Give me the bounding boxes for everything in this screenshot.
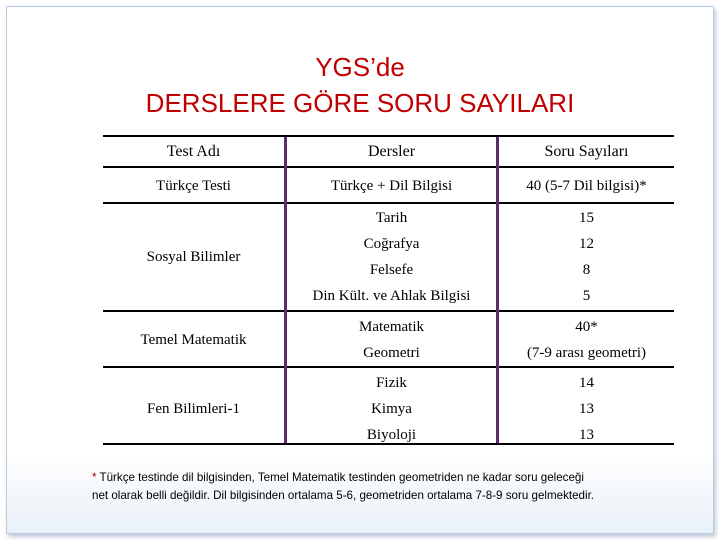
table-row-count: 13 [579, 401, 594, 417]
row-divider [103, 202, 674, 204]
table-row-test-name: Fen Bilimleri-1 [147, 401, 240, 417]
table-row-count: 12 [579, 236, 594, 252]
table-row-subject: Biyoloji [366, 427, 417, 443]
table-row-count: 8 [582, 262, 591, 278]
footnote-text-1: Türkçe testinde dil bilgisinden, Temel Matematik testinden geometriden ne kadar soru geleceği [99, 471, 584, 484]
table-row-count: 14 [579, 375, 594, 391]
table-row-count: 15 [579, 210, 594, 226]
header-row-divider [103, 166, 674, 168]
table-row-subject: Coğrafya [363, 236, 420, 252]
table-row-count: 5 [582, 288, 591, 304]
table-row-count: (7-9 arası geometri) [526, 345, 647, 361]
footnote-marker: * [92, 471, 97, 484]
table-row-subject: Türkçe + Dil Bilgisi [330, 178, 453, 194]
question-count-table [103, 135, 674, 445]
footnote-line-2: net olarak belli değildir. Dil bilgisinden ortalama 5-6, geometriden ortalama 7-8-9 soru gelmektedir. [92, 489, 595, 502]
header-question-counts: Soru Sayıları [544, 143, 629, 160]
row-divider [103, 366, 674, 368]
table-row-subject: Kimya [371, 401, 412, 417]
table-row-subject: Matematik [359, 319, 424, 335]
slide-title-line-2: DERSLERE GÖRE SORU SAYILARI [145, 88, 575, 118]
footnote-line-1 [92, 469, 692, 487]
table-row-count: 13 [579, 427, 594, 443]
table-row-test-name: Temel Matematik [140, 332, 247, 348]
table-row-test-name: Sosyal Bilimler [146, 249, 241, 265]
table-row-count: 40 (5-7 Dil bilgisi)* [526, 178, 647, 194]
header-subjects: Dersler [367, 143, 416, 160]
header-test-name: Test Adı [166, 143, 221, 160]
table-row-subject: Felsefe [369, 262, 414, 278]
row-divider [103, 310, 674, 312]
table-row-test-name: Türkçe Testi [156, 178, 231, 194]
footnote [92, 469, 692, 505]
table-row-count: 40* [575, 319, 598, 335]
table-row-subject: Fizik [376, 375, 407, 391]
table-row-subject: Geometri [363, 345, 420, 361]
table-row-subject: Din Kült. ve Ahlak Bilgisi [312, 288, 471, 304]
table-row-subject: Tarih [375, 210, 408, 226]
slide-title-line-1: YGS’de [315, 52, 405, 82]
